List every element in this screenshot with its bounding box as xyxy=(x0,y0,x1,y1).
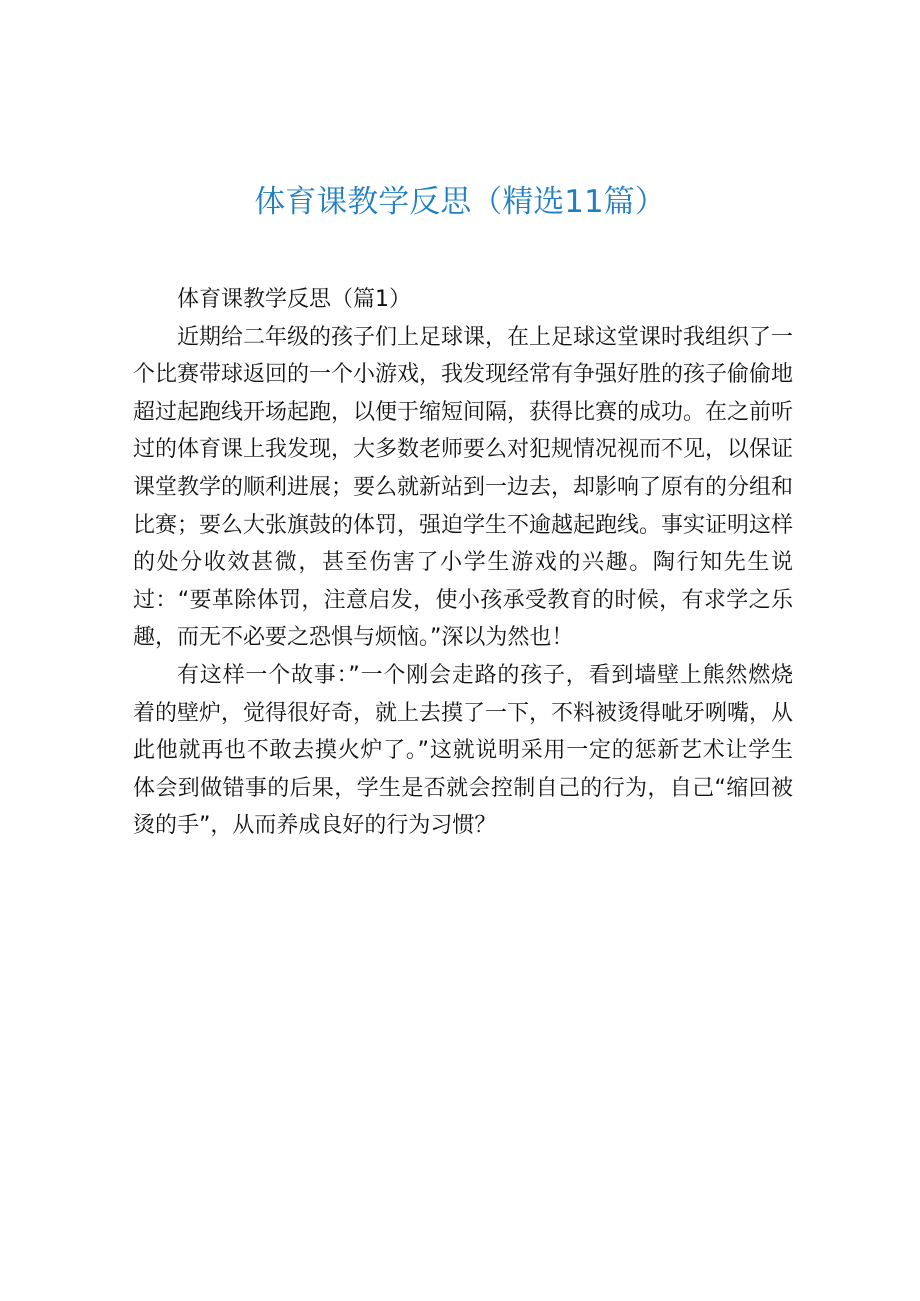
document-title: 体育课教学反思（精选11篇） xyxy=(254,184,666,220)
section-heading: 体育课教学反思（篇1） xyxy=(177,287,411,312)
document-body xyxy=(133,281,793,845)
paragraph: 有这样一个故事：”一个刚会走路的孩子，看到墙壁上熊然燃烧着的壁炉，觉得很好奇，就上去摸了一下，不料被烫得呲牙咧嘴，从此他就再也不敢去摸火炉了。”这就说明采用一定的惩新艺术让学生体会到做错事的后果，学生是否就会控制自己的行为，自己“缩回被烫的手”，从而养成良好的行为习惯？ xyxy=(133,662,794,839)
paragraph: 近期给二年级的孩子们上足球课，在上足球这堂课时我组织了一个比赛带球返回的一个小游戏，我发现经常有争强好胜的孩子偷偷地超过起跑线开场起跑，以便于缩短间隔，获得比赛的成功。在之前听过的体育课上我发现，大多数老师要么对犯规情况视而不见，以保证课堂教学的顺利进展；要么就新站到一边去，却影响了原有的分组和比赛；要么大张旗鼓的体罚，强迫学生不逾越起跑线。事实证明这样的处分收效甚微，甚至伤害了小学生游戏的兴趣。陶行知先生说过：“要革除体罚，注意启发，使小孩承受教育的时候，有求学之乐趣，而无不必要之恐惧与烦恼。”深以为然也！ xyxy=(133,324,794,651)
